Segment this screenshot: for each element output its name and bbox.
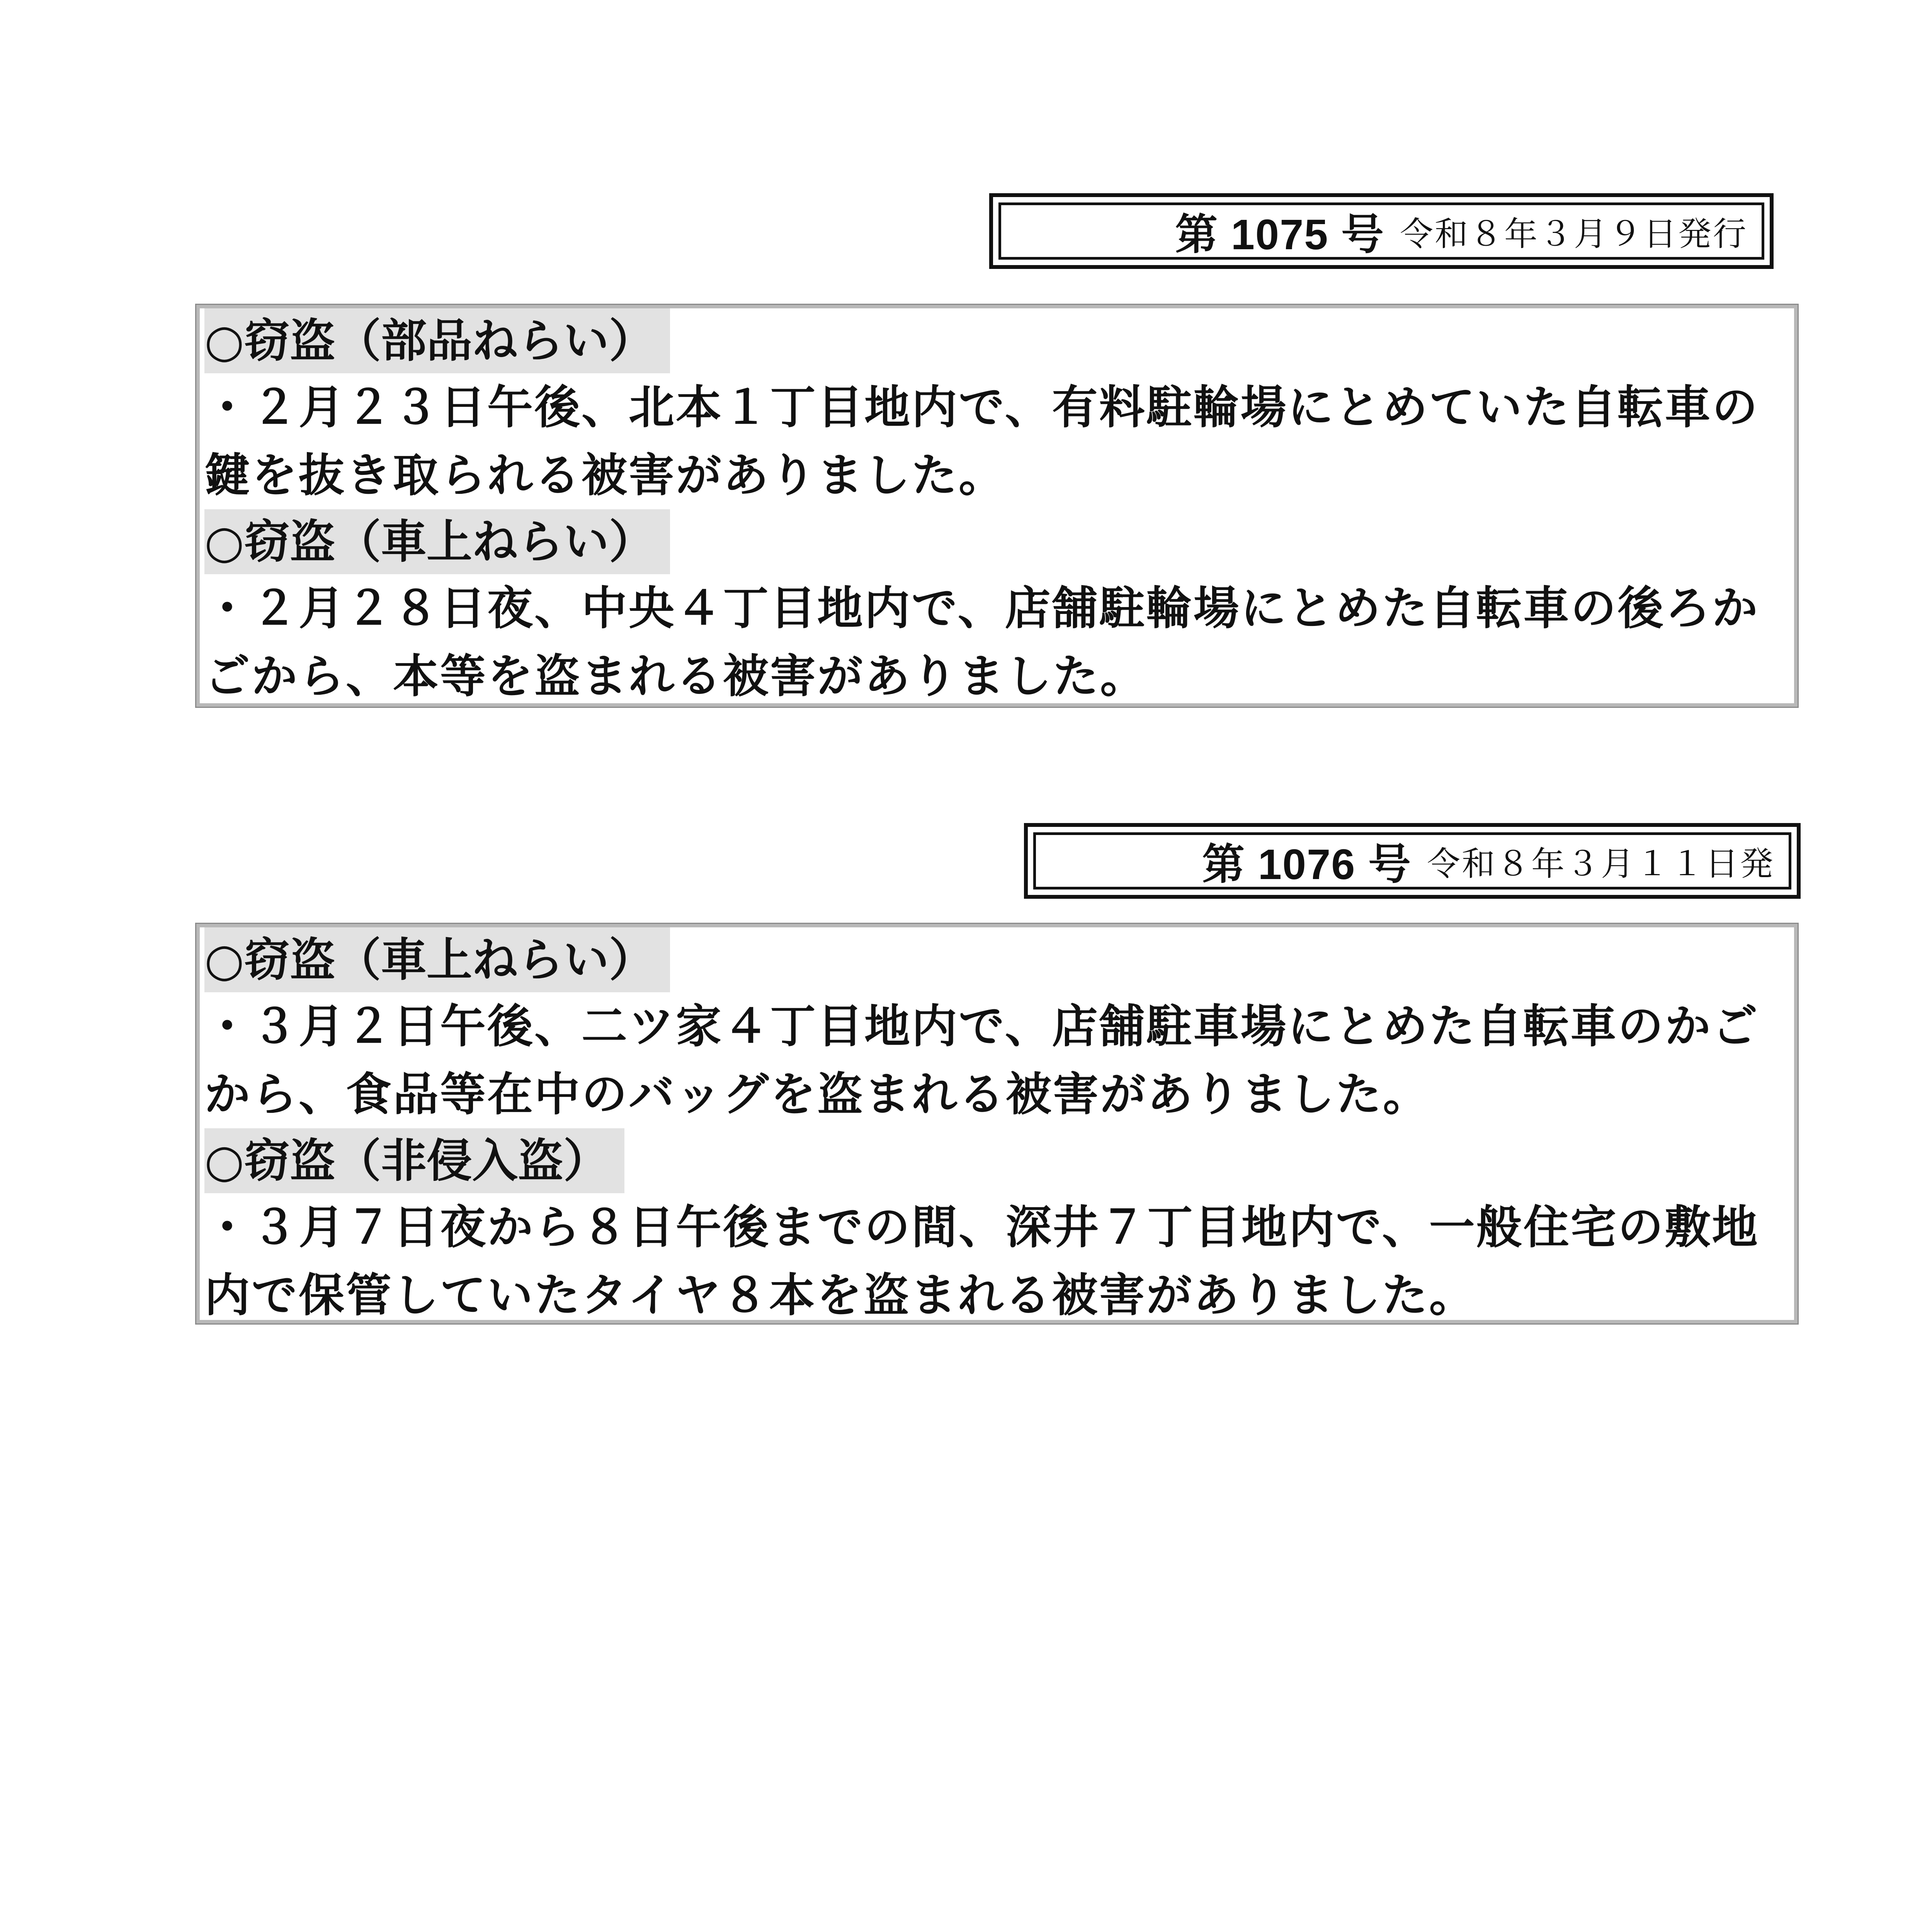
- issue-header-inner: [998, 202, 1764, 260]
- issue-number: 第 1075 号: [1175, 211, 1384, 259]
- crime-description: ・３月２日午後、二ツ家４丁目地内で、店舗駐車場にとめた自転車のかごから、食品等在中のバッグを盗まれる被害がありました。: [204, 1000, 1759, 1121]
- issue-header-inner: [1033, 832, 1791, 889]
- crime-description: ・３月７日夜から８日午後までの間、深井７丁目地内で、一般住宅の敷地内で保管していたタイヤ８本を盗まれる被害がありました。: [204, 1201, 1759, 1322]
- crime-heading: ○窃盗（非侵入盗）: [204, 1128, 624, 1193]
- bulletin-content-1075: [195, 304, 1799, 708]
- crime-item: [204, 509, 1794, 710]
- issue-header-1076: [1024, 823, 1801, 899]
- crime-description: ・２月２８日夜、中央４丁目地内で、店舗駐輪場にとめた自転車の後ろかごから、本等を盗まれる被害がありました。: [204, 582, 1759, 703]
- crime-heading: ○窃盗（車上ねらい）: [204, 927, 670, 992]
- crime-item: [204, 927, 1794, 1128]
- crime-item: [204, 1128, 1794, 1329]
- issue-header-1075: [989, 193, 1774, 269]
- bulletin-content-1076: [195, 923, 1799, 1325]
- issue-number: 第 1076 号: [1202, 841, 1412, 888]
- issue-date: 令和８年３月１１日発: [1427, 845, 1775, 883]
- crime-heading: ○窃盗（部品ねらい）: [204, 308, 670, 373]
- crime-item: [204, 308, 1794, 509]
- crime-heading: ○窃盗（車上ねらい）: [204, 509, 670, 574]
- issue-date: 令和８年３月９日発行: [1400, 215, 1748, 253]
- crime-description: ・２月２３日午後、北本１丁目地内で、有料駐輪場にとめていた自転車の鍵を抜き取られる被害がありました。: [204, 381, 1759, 502]
